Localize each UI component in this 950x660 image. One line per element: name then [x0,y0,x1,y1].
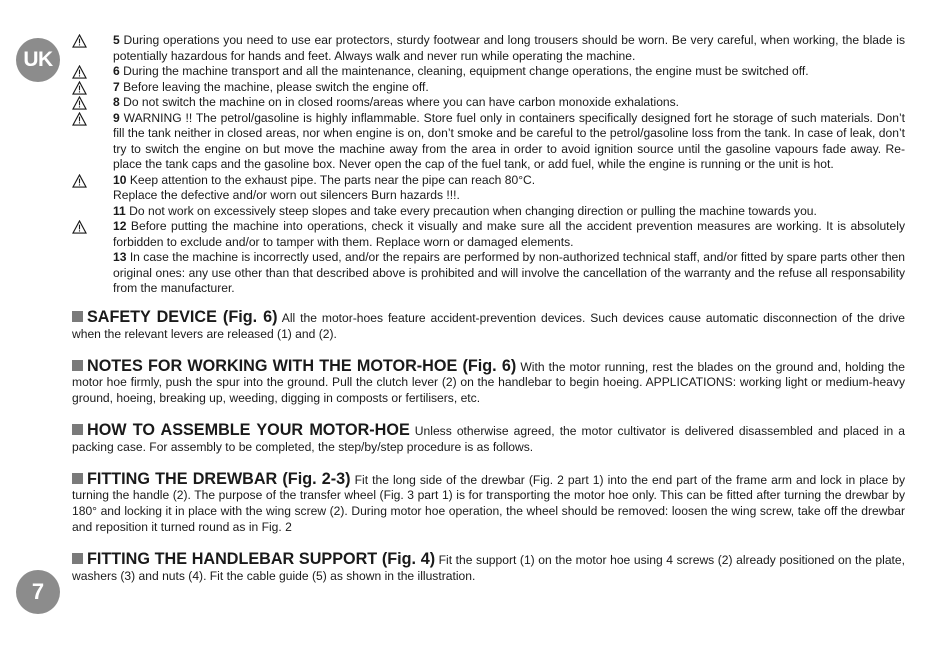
warning-triangle-icon [72,112,87,126]
page-number-badge: 7 [16,570,60,614]
warning-number: 11 [113,203,126,218]
warning-number: 5 [113,33,120,47]
warning-text: Do not switch the machine on in closed rooms/areas where you can have carbon monoxide exhalations. [119,95,680,109]
section-body: Fit the long side of the drewbar (Fig. 2 part 1) into the end part of the frame arm and lock in place by turning the handle (2). The purpose of the transfer wheel (Fig. 3 part 1) is for transporting the motor hoe only. This can be fitted after turning the drewbar by 180° and locking it in place with the wing screw (2). During motor hoe operation, the wheel should be removed: loosen the wing screw, take off the drewbar and reposition it turned round as in Fig. 2 [72,472,905,534]
warning-item-6 [72,64,905,80]
warning-triangle-icon [72,220,87,234]
safety-warnings-list [72,33,905,297]
language-badge: UK [16,38,60,82]
section-notes-motor-hoe [72,356,905,407]
warning-text: Replace the defective and/or worn out silencers Burn hazards !!!. [113,188,460,202]
warning-item-7 [72,80,905,96]
warning-text: In case the machine is incorrectly used, and/or the repairs are performed by non-authorized technical staff, and/or fitted by spare parts other then original ones: any use other than that described above is prohibited and will involve the cancellation of the warranty and the refuse all responsability from the manufacturer. [113,250,905,295]
warning-text: Before leaving the machine, please switch the engine off. [119,79,429,94]
section-safety-device [72,310,905,343]
section-body: All the motor-hoes feature accident-prevention devices. Such devices cause automatic disconnection of the drive when the relevant levers are released (1) and (2). [72,311,905,341]
warning-number: 10 [113,172,127,187]
square-bullet-icon [72,360,83,371]
section-title: SAFETY DEVICE (Fig. 6) [87,308,278,326]
warning-number: 6 [113,64,120,78]
warning-triangle-icon [72,34,87,48]
section-drewbar [72,469,905,536]
warning-item-10 [72,173,905,189]
instruction-sections [72,310,905,600]
section-title: FITTING THE DREWBAR (Fig. 2-3) [87,469,351,488]
warning-number: 12 [113,219,127,233]
square-bullet-icon [72,473,83,484]
section-body: With the motor running, rest the blades on the ground and, holding the motor hoe firmly, push the spur into the ground. Pull the clutch lever (2) on the handlebar to begin hoeing. APPLICATIONS: working light or medium-heavy ground, hoeing, breaking up, weeding, digging in composts or fertilisers, etc. [72,359,905,406]
warning-text: WARNING !! The petrol/gasoline is highly inflammable. Store fuel only in containers specifically designed fort he storage of such materials. Don’t fill the tank neither in closed areas, nor when engine is on, don’t smoke and be careful to the petrol/gasoline loss from the tank. In case of leak, don’t try to switch the engine on but move the machine away from the area in order to avoid ignition source until the gasoline vapours fade away. Re-place the tank caps and the gasoline box. Never open the cap of the fuel tank, or add fuel, while the engine is running or the unit is hot. [113,110,905,171]
square-bullet-icon [72,311,83,322]
warning-item-11 [72,204,905,220]
warning-triangle-icon [72,81,87,95]
warning-triangle-icon [72,96,87,110]
warning-text: Do not work on excessively steep slopes and take every precaution when changing direction or pulling the machine towards you. [125,203,817,218]
section-title: NOTES FOR WORKING WITH THE MOTOR-HOE (Fig. 6) [87,356,517,375]
warning-triangle-icon [72,174,87,188]
warning-text: Before putting the machine into operations, check it visually and make sure all the accident prevention measures are working. It is absolutely forbidden to exclude and/or to tamper with them. Replace worn or damaged elements. [113,219,905,249]
section-assemble [72,420,905,456]
warning-item-8 [72,95,905,111]
section-body: Fit the support (1) on the motor hoe using 4 screws (2) already positioned on the plate, washers (3) and nuts (4). Fit the cable guide (5) as shown in the illustration. [72,552,905,583]
warning-triangle-icon [72,65,87,79]
section-handlebar-support [72,549,905,585]
section-body: Unless otherwise agreed, the motor cultivator is delivered disassembled and placed in a packing case. For assembly to be completed, the step/by/step procedure is as follows. [72,423,905,454]
section-title: HOW TO ASSEMBLE YOUR MOTOR-HOE [87,420,410,439]
warning-number: 9 [113,110,120,125]
warning-item-12 [72,219,905,250]
square-bullet-icon [72,553,83,564]
warning-number: 13 [113,250,127,264]
warning-number: 7 [113,79,120,94]
warning-text: During the machine transport and all the maintenance, cleaning, equipment change operations, the engine must be switched off. [119,64,809,78]
square-bullet-icon [72,424,83,435]
warning-text: During operations you need to use ear protectors, sturdy footwear and long trousers should be worn. Be very careful, when working, the blade is potentially hazardous for hands and feet. Always walk and never run while operating the machine. [113,33,905,63]
warning-item-5 [72,33,905,64]
warning-item-13 [72,250,905,297]
warning-text: Keep attention to the exhaust pipe. The parts near the pipe can reach 80°C. [126,172,536,187]
warning-number: 8 [113,95,120,109]
warning-item-9 [72,111,905,173]
section-title: FITTING THE HANDLEBAR SUPPORT (Fig. 4) [87,549,436,568]
warning-item-10-continued [72,188,905,204]
